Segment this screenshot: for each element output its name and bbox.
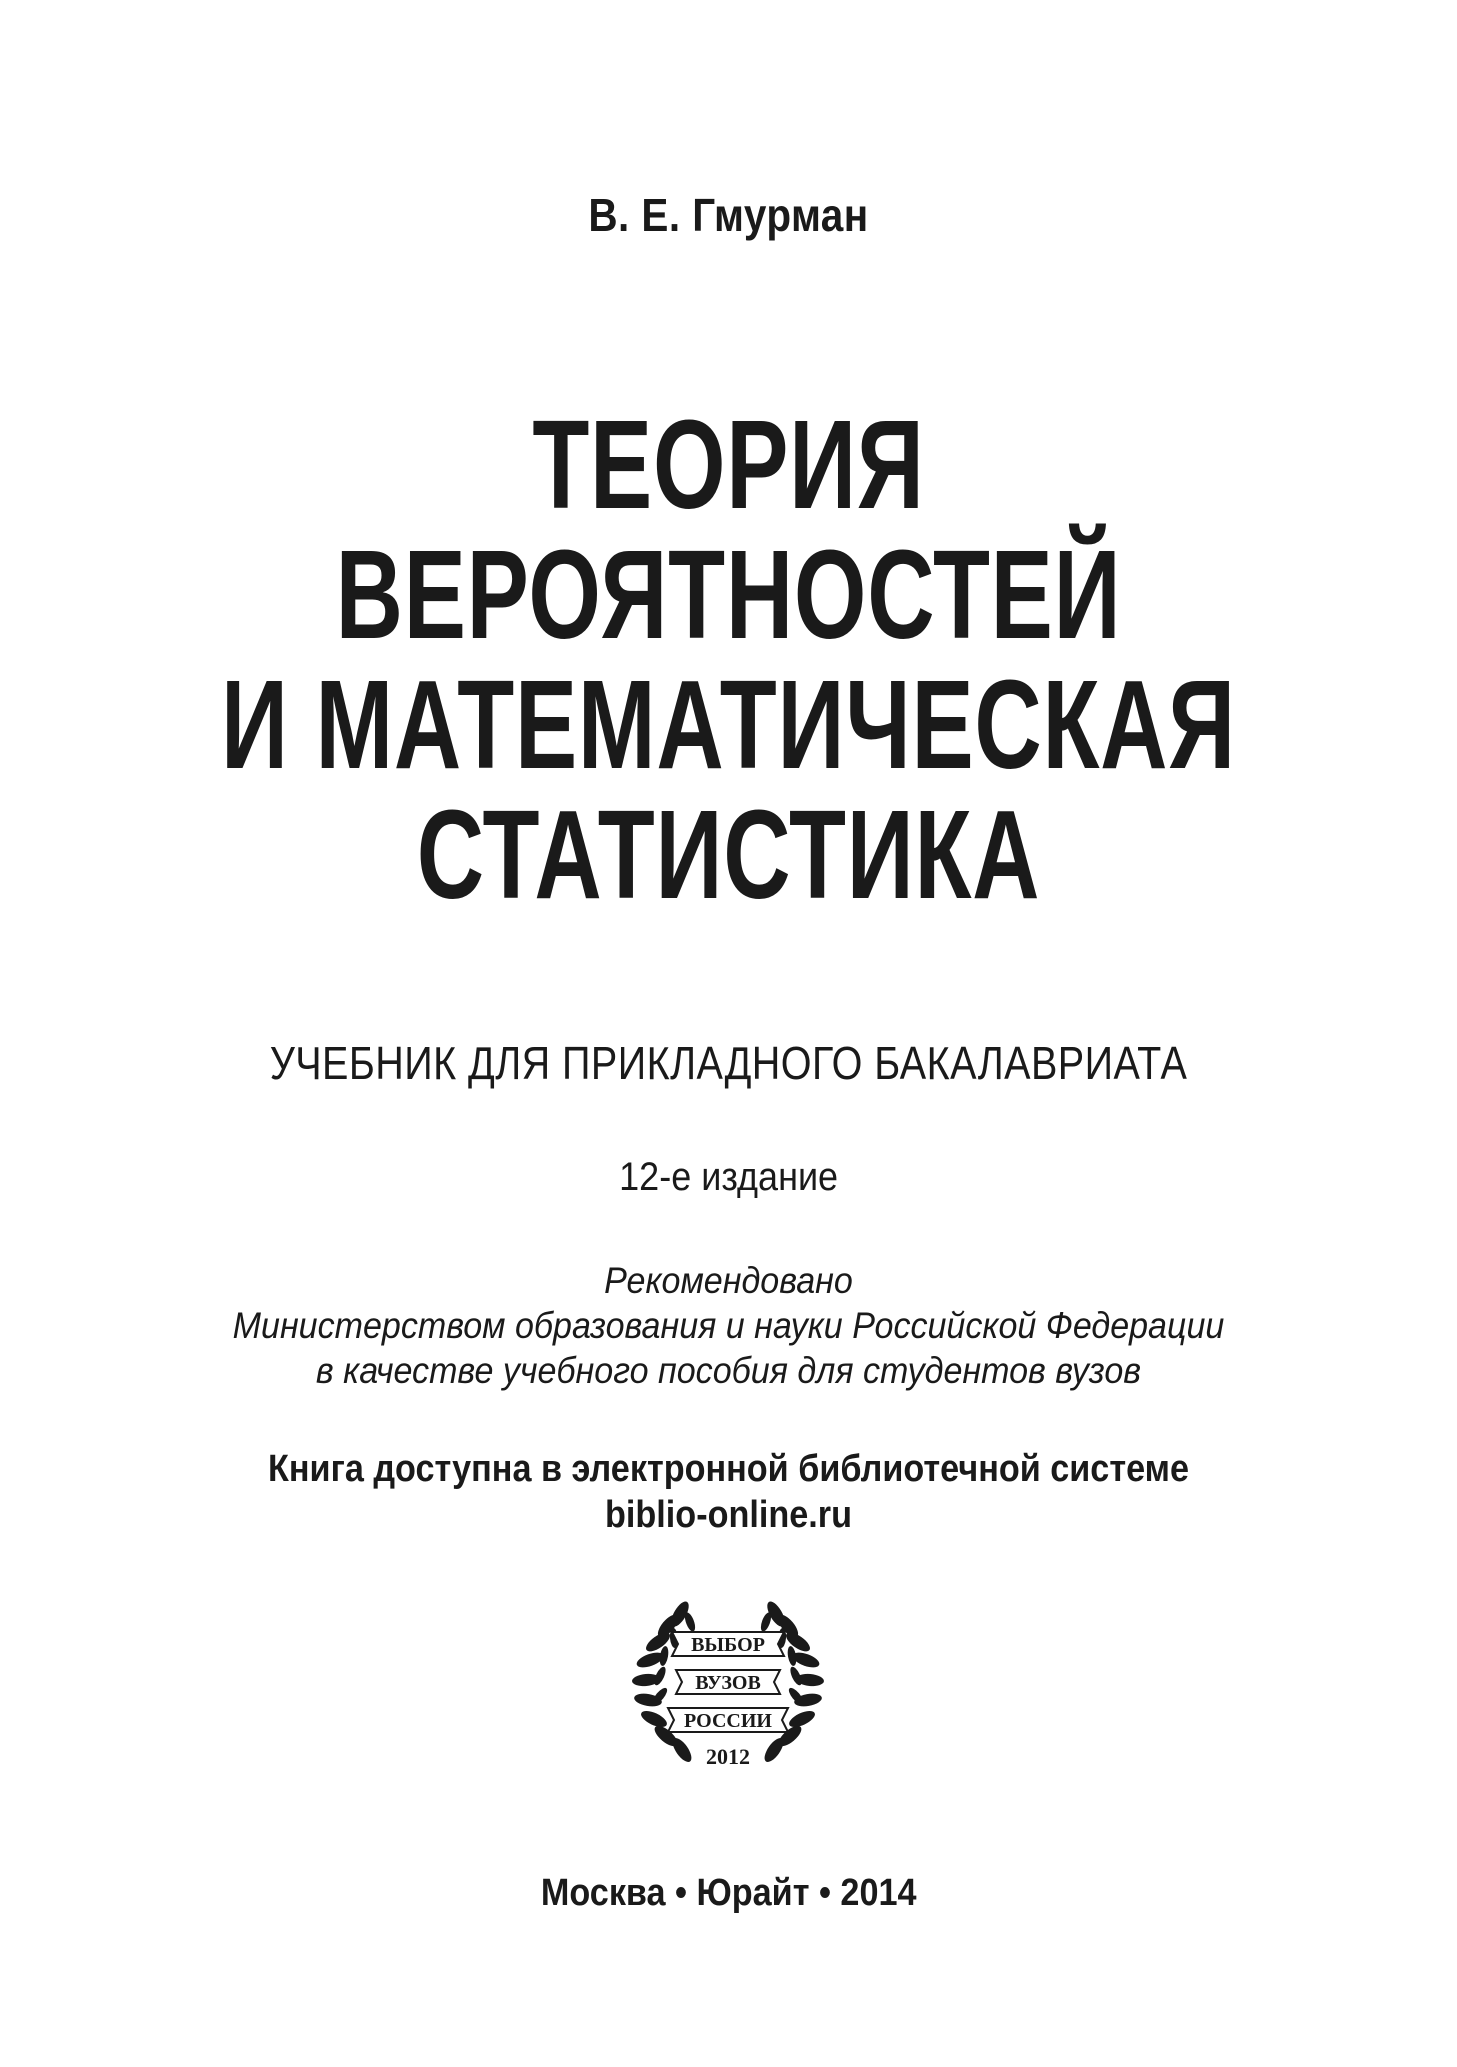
edition-text: 12-е издание (619, 1155, 838, 1199)
availability-line: Книга доступна в электронной библиотечной системе (268, 1448, 1189, 1490)
author-name: В. Е. Гмурман (588, 189, 869, 241)
edition-label (0, 1155, 1457, 1200)
title-line: СТАТИСТИКА (416, 784, 1041, 925)
book-subtitle (0, 1036, 1457, 1090)
title-line: ТЕОРИЯ (532, 394, 925, 535)
title-line: И МАТЕМАТИЧЕСКАЯ (221, 654, 1236, 795)
book-title (0, 394, 1457, 925)
seal-year: 2012 (706, 1744, 750, 1769)
subtitle-text: УЧЕБНИК ДЛЯ ПРИКЛАДНОГО БАКАЛАВРИАТА (269, 1037, 1188, 1089)
title-line: ВЕРОЯТНОСТЕЙ (335, 524, 1122, 665)
recommendation-line: в качестве учебного пособия для студентов вузов (315, 1350, 1142, 1391)
award-seal-icon (628, 1592, 828, 1792)
recommendation-line: Рекомендовано (604, 1260, 853, 1301)
publisher-imprint (0, 1872, 1457, 1915)
imprint-text: Москва • Юрайт • 2014 (540, 1872, 917, 1914)
seal-line: РОССИИ (684, 1710, 772, 1732)
seal-line: ВЫБОР (691, 1634, 765, 1656)
recommendation-text (0, 1258, 1457, 1393)
availability-note (0, 1446, 1457, 1538)
recommendation-line: Министерством образования и науки Российской Федерации (232, 1305, 1225, 1346)
seal-line: ВУЗОВ (695, 1672, 761, 1694)
availability-url: biblio-online.ru (605, 1494, 852, 1536)
